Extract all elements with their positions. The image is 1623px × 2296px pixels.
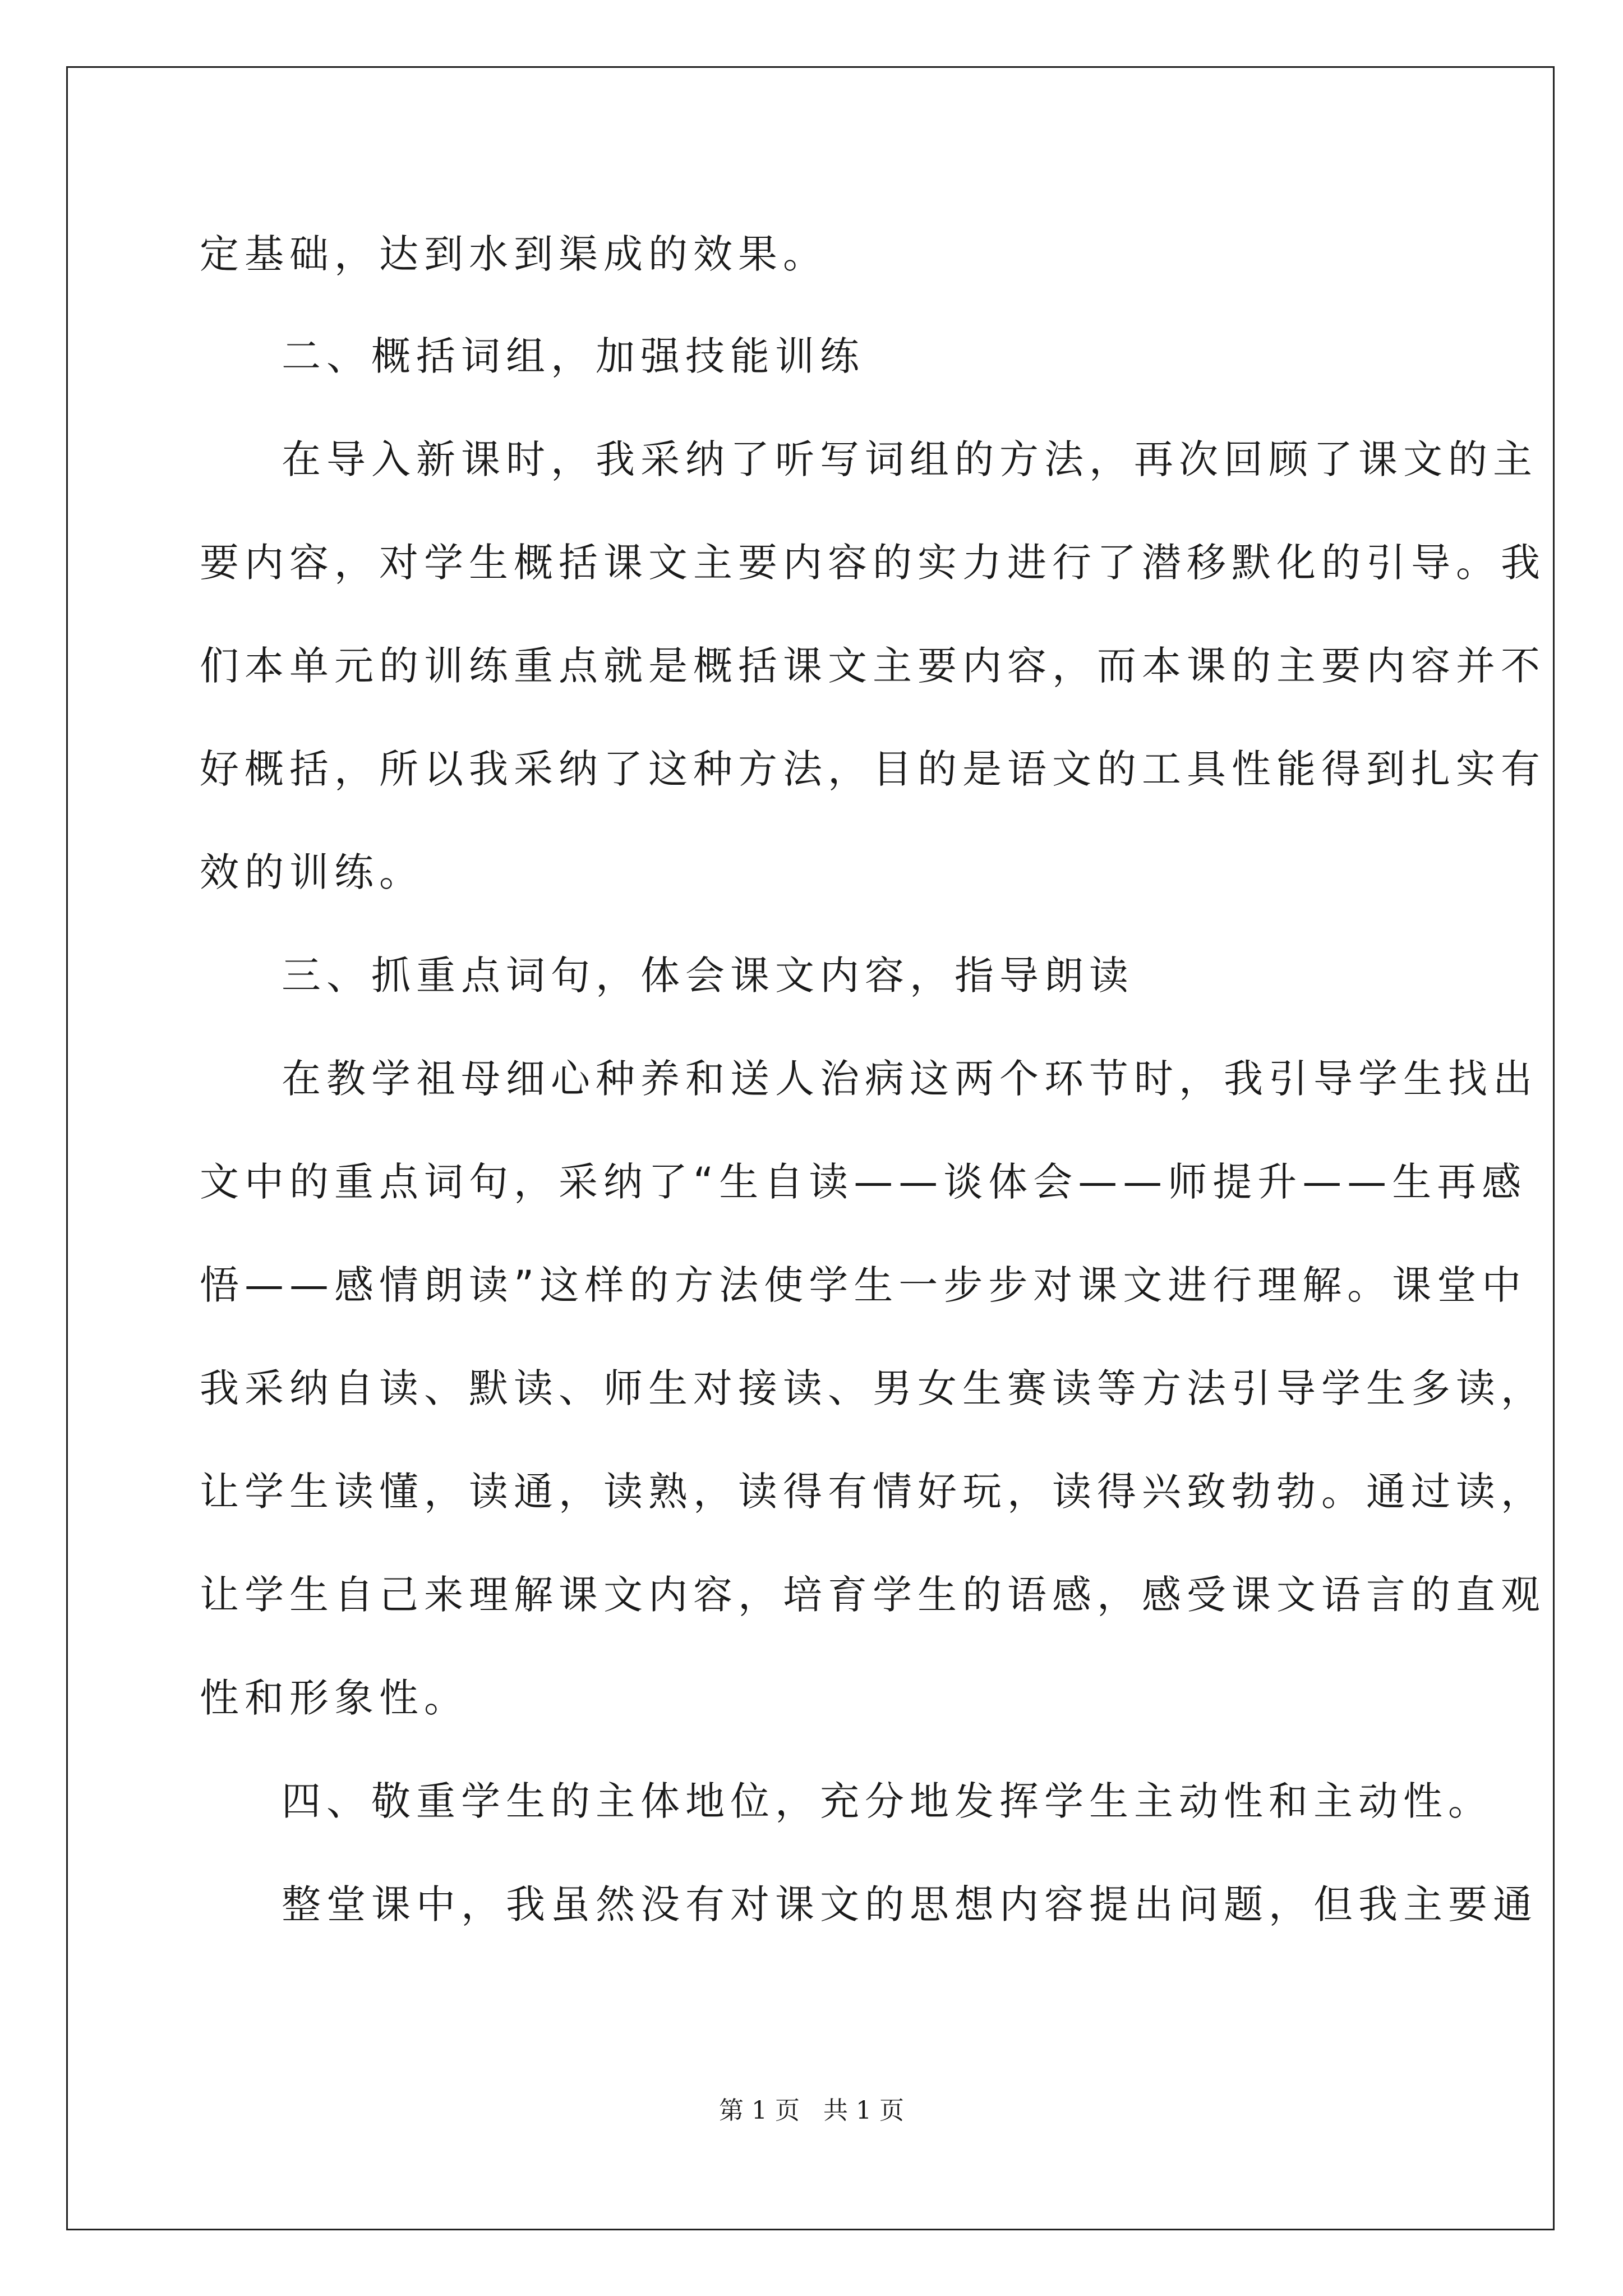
- text-line: 文中的重点词句，采纳了“生自读——谈体会——师提升——生再感: [200, 1159, 1527, 1205]
- text-line: 悟——感情朗读”这样的方法使学生一步步对课文进行理解。课堂中: [200, 1262, 1527, 1308]
- section-heading: 四、敬重学生的主体地位，充分地发挥学生主动性和主动性。: [282, 1778, 1493, 1824]
- text-line: 整堂课中，我虽然没有对课文的思想内容提出问题，但我主要通: [282, 1881, 1538, 1927]
- text-line: 在教学祖母细心种养和送人治病这两个环节时，我引导学生找出: [282, 1056, 1538, 1102]
- text-line: 让学生自己来理解课文内容，培育学生的语感，感受课文语言的直观: [200, 1572, 1546, 1618]
- text-line: 让学生读懂，读通，读熟，读得有情好玩，读得兴致勃勃。通过读，: [200, 1469, 1546, 1515]
- section-heading: 三、抓重点词句，体会课文内容，指导朗读: [282, 953, 1134, 999]
- text-line: 在导入新课时，我采纳了听写词组的方法，再次回顾了课文的主: [282, 436, 1538, 482]
- text-line: 性和形象性。: [200, 1675, 469, 1721]
- text-line: 们本单元的训练重点就是概括课文主要内容，而本课的主要内容并不: [200, 643, 1546, 689]
- text-line: 效的训练。: [200, 849, 424, 895]
- page-number-footer: 第 1 页 共 1 页: [719, 2096, 904, 2125]
- text-line: 要内容，对学生概括课文主要内容的实力进行了潜移默化的引导。我: [200, 540, 1546, 586]
- text-line: 好概括，所以我采纳了这种方法，目的是语文的工具性能得到扎实有: [200, 746, 1546, 792]
- text-line: 定基础，达到水到渠成的效果。: [200, 231, 828, 277]
- text-line: 我采纳自读、默读、师生对接读、男女生赛读等方法引导学生多读，: [200, 1365, 1546, 1411]
- section-heading: 二、概括词组，加强技能训练: [282, 333, 865, 379]
